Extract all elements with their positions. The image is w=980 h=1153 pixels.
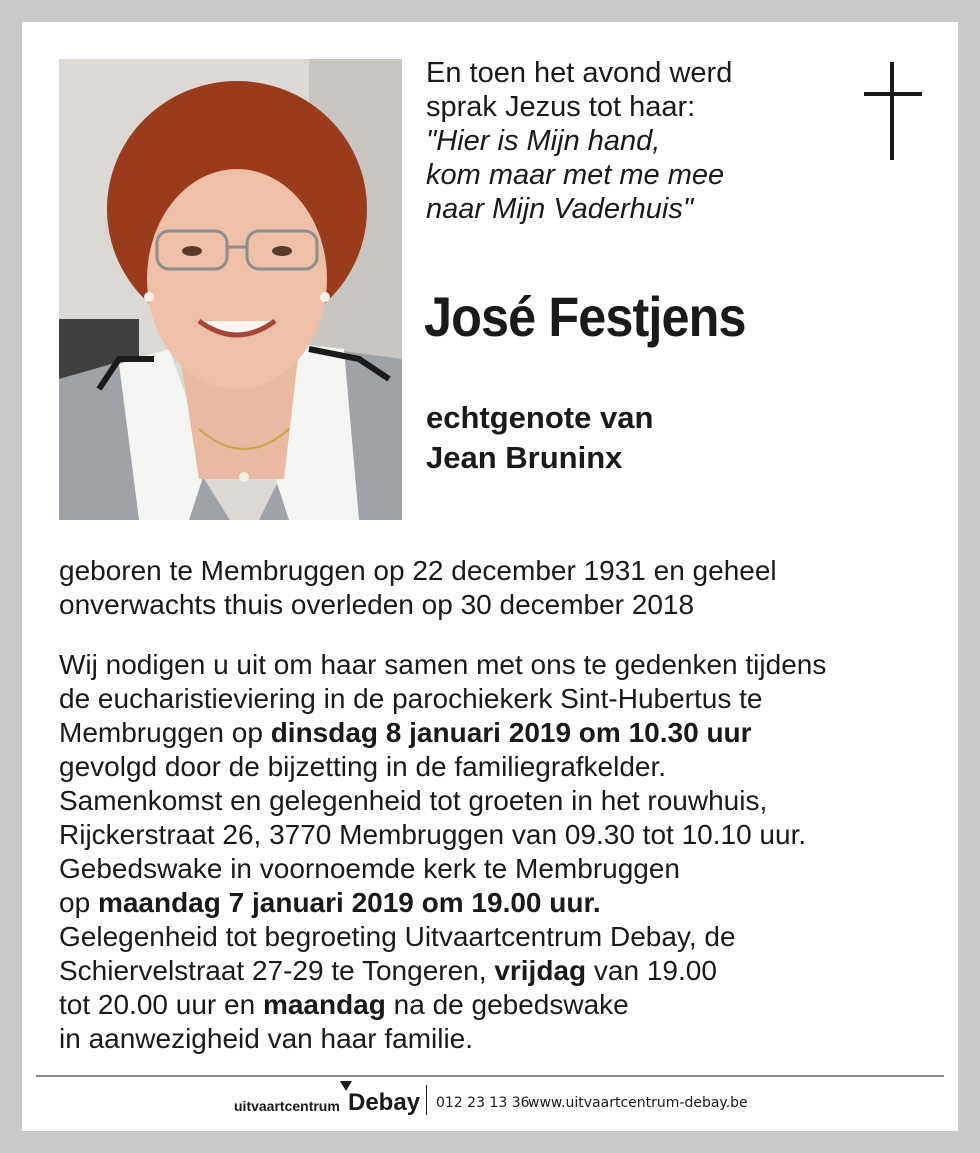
bold-text: maandag 7 januari 2019 om 19.00 uur. xyxy=(97,887,601,918)
footer xyxy=(22,1085,958,1125)
logo-small-text: uitvaartcentrum xyxy=(234,1098,340,1114)
text-line xyxy=(59,750,939,784)
text-run: gevolgd door de bijzetting in de familiegrafkelder. xyxy=(59,751,667,782)
cross-icon xyxy=(864,62,922,160)
text-run: Gebedswake in voornoemde kerk te Membruggen xyxy=(59,853,681,884)
phone-number: 012 23 13 36 xyxy=(436,1095,530,1111)
deceased-name: José Festjens xyxy=(424,285,746,348)
text-line: onverwachts thuis overleden op 30 december 2018 xyxy=(59,589,695,620)
footer-separator xyxy=(426,1085,427,1115)
website-link[interactable]: www.uitvaartcentrum-debay.be xyxy=(528,1095,748,1111)
text-line xyxy=(59,682,939,716)
text-line xyxy=(59,886,939,920)
text-run: tot 20.00 uur en xyxy=(59,989,263,1020)
ceremony-text xyxy=(59,648,939,1056)
spouse-block xyxy=(426,398,653,478)
text-line xyxy=(59,852,939,886)
text-line xyxy=(59,716,939,750)
text-line xyxy=(59,818,939,852)
text-run: Samenkomst en gelegenheid tot groeten in het rouwhuis, xyxy=(59,785,768,816)
bold-text: vrijdag xyxy=(494,955,587,986)
poem-line: naar Mijn Vaderhuis" xyxy=(426,193,694,225)
relation-label: echtgenote van xyxy=(426,400,654,435)
text-run: van 19.00 xyxy=(586,955,717,986)
text-line xyxy=(59,648,939,682)
text-run: in aanwezigheid van haar familie. xyxy=(59,1023,474,1054)
poem-line: sprak Jezus tot haar: xyxy=(426,91,696,123)
poem xyxy=(426,56,866,226)
spouse-name: Jean Bruninx xyxy=(426,440,623,475)
text-line xyxy=(59,920,939,954)
bold-text: dinsdag 8 januari 2019 om 10.30 uur xyxy=(270,717,752,748)
text-run: de eucharistieviering in de parochiekerk Sint-Hubertus te xyxy=(59,683,763,714)
text-run: Gelegenheid tot begroeting Uitvaartcentrum Debay, de xyxy=(59,921,736,952)
bold-text: maandag xyxy=(262,989,386,1020)
text-run: Rijckerstraat 26, 3770 Membruggen van 09.30 tot 10.10 uur. xyxy=(59,819,807,850)
logo-big-text: Debay xyxy=(348,1089,421,1116)
text-line xyxy=(59,988,939,1022)
text-line xyxy=(59,784,939,818)
text-line: geboren te Membruggen op 22 december 1931 en geheel xyxy=(59,555,777,586)
text-run: op xyxy=(59,887,98,918)
text-run: Schiervelstraat 27-29 te Tongeren, xyxy=(59,955,495,986)
portrait-photo xyxy=(59,59,402,520)
poem-line: "Hier is Mijn hand, xyxy=(426,125,661,157)
footer-divider xyxy=(36,1075,944,1077)
birth-death-text xyxy=(59,554,939,622)
text-line xyxy=(59,954,939,988)
text-run: na de gebedswake xyxy=(385,989,629,1020)
text-run: Membruggen op xyxy=(59,717,271,748)
poem-line: kom maar met me mee xyxy=(426,159,725,191)
poem-line: En toen het avond werd xyxy=(426,57,733,89)
obituary-card xyxy=(22,22,958,1131)
text-run: Wij nodigen u uit om haar samen met ons te gedenken tijdens xyxy=(59,649,827,680)
text-line xyxy=(59,1022,939,1056)
